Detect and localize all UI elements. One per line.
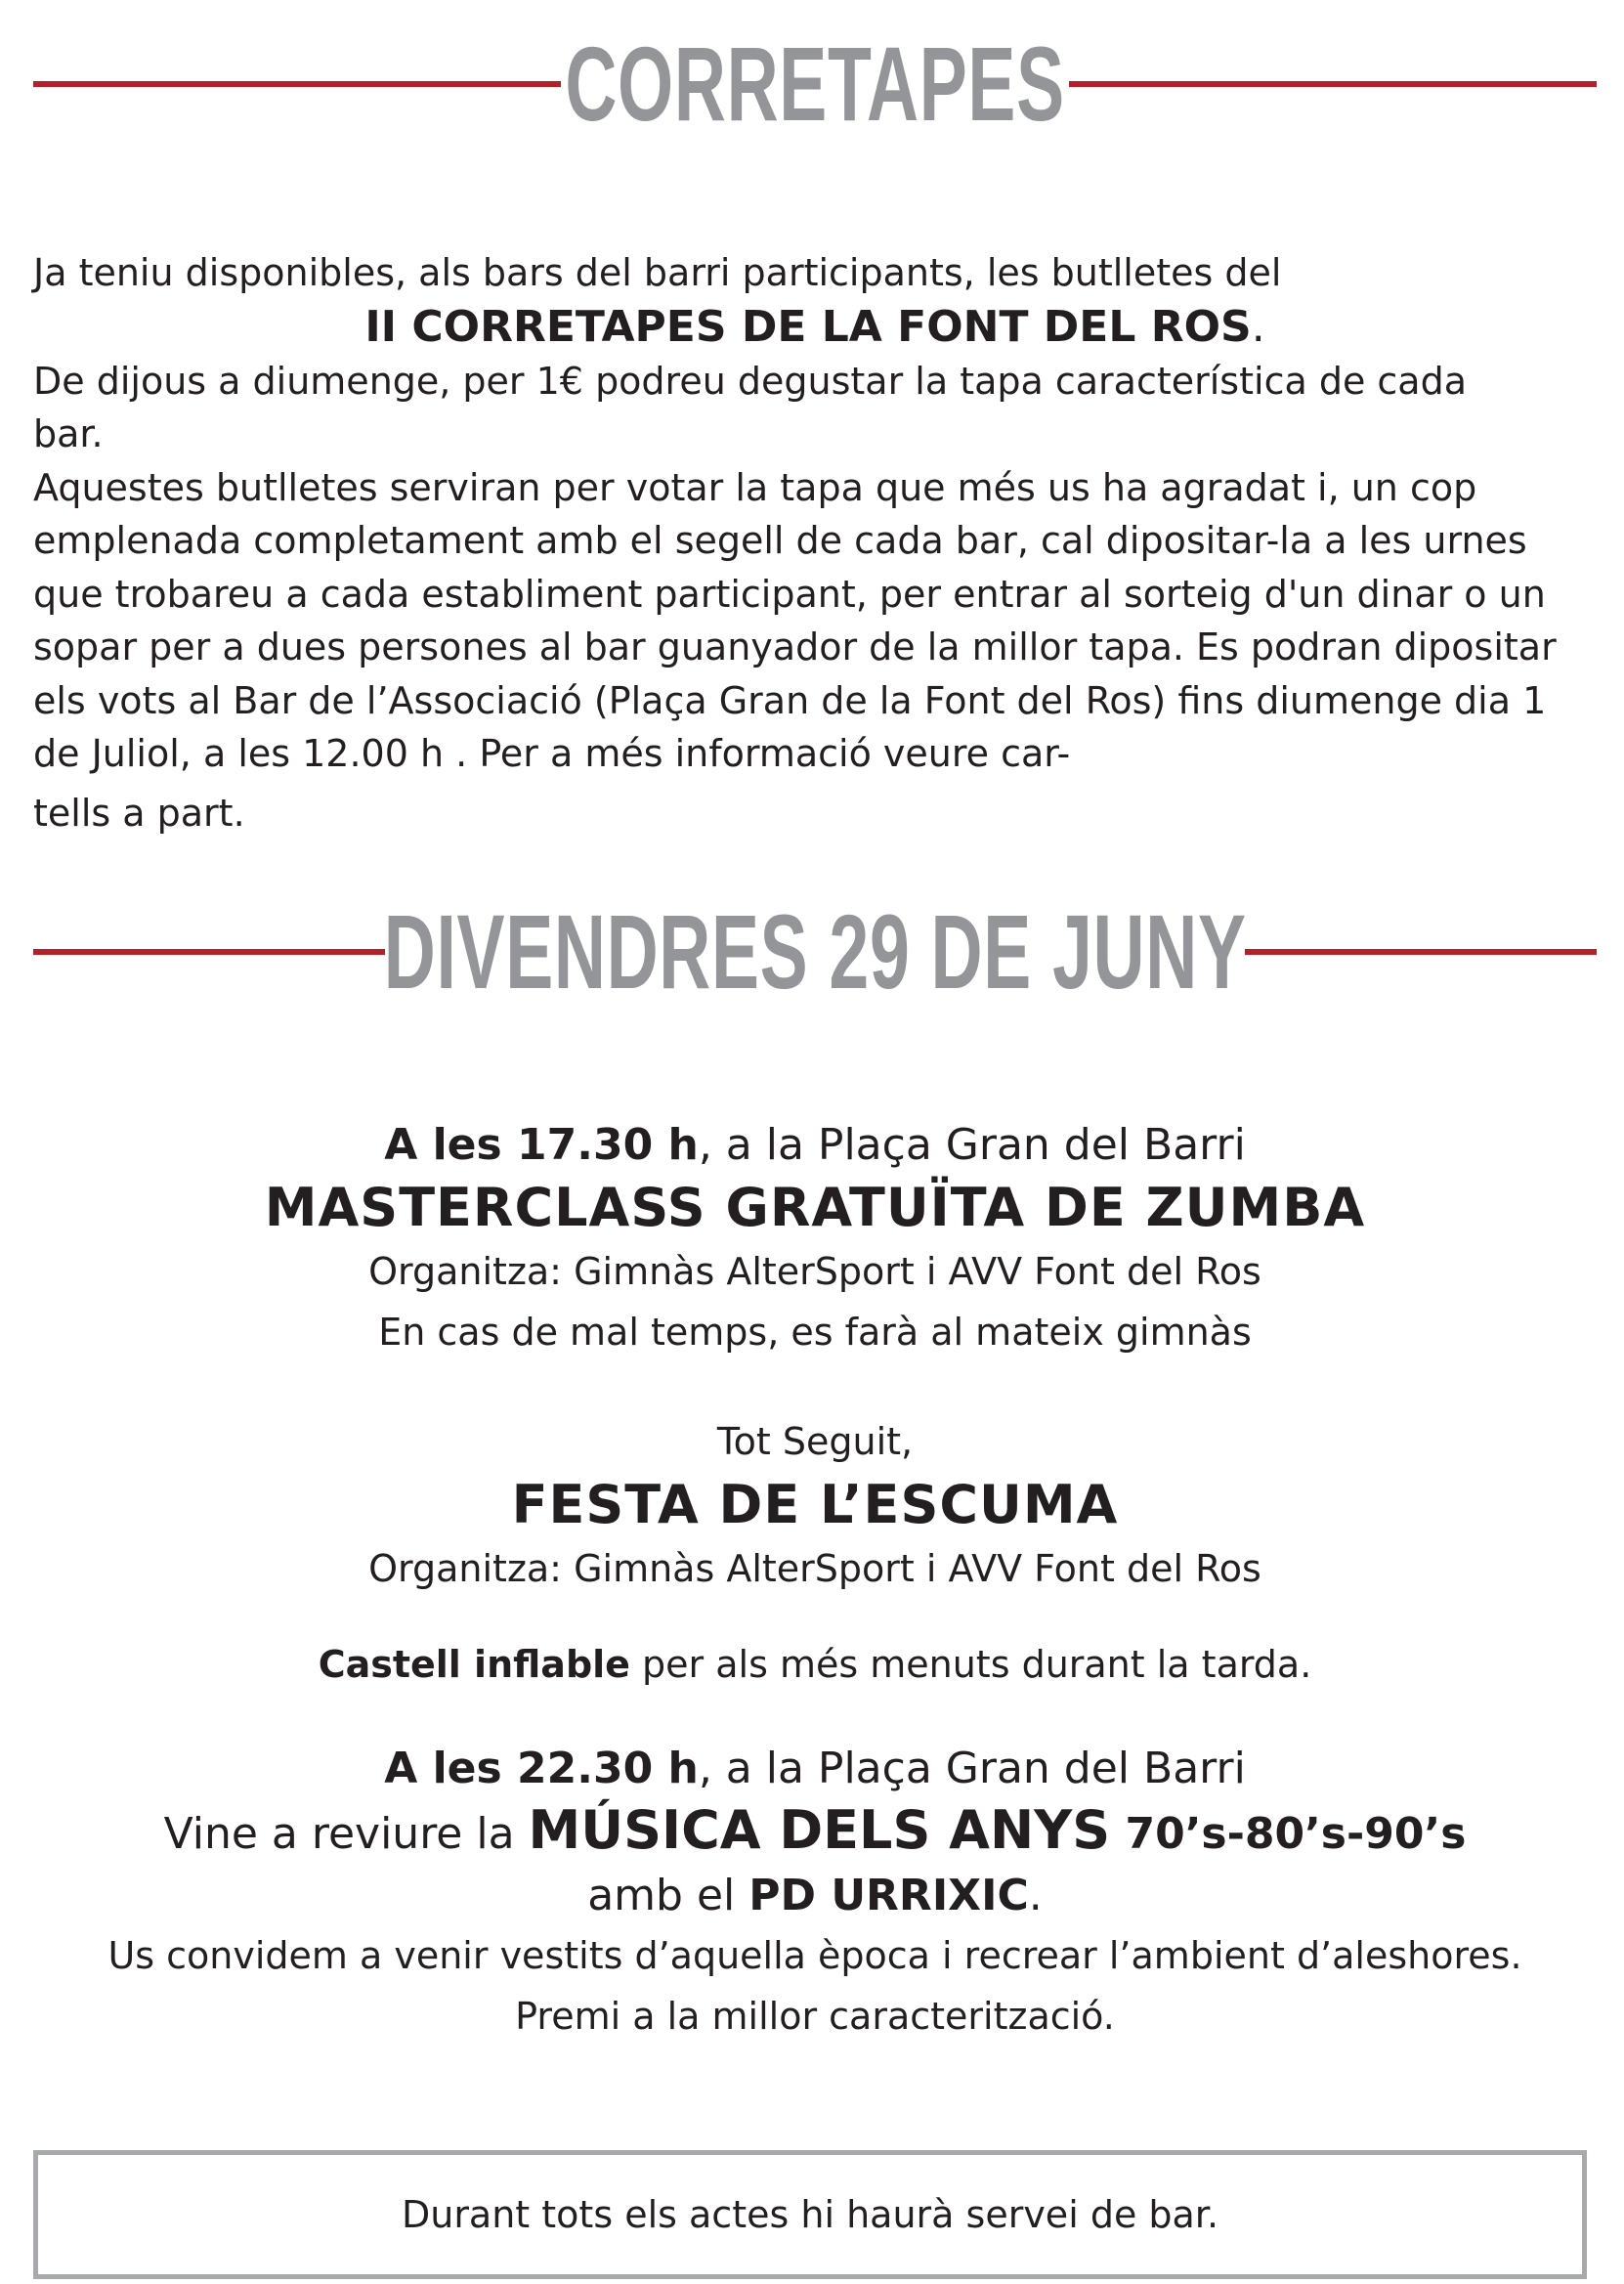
dj-line [33,1867,1597,1925]
intro-line-1: Ja teniu disponibles, als bars del barri participants, les butlletes del [33,251,1282,294]
dj-name: PD URRIXIC [748,1871,1029,1920]
event-castell [33,1634,1597,1695]
punctuation: . [1028,1871,1043,1920]
dress-note: Us convidem a venir vestits d’aquella època i recrear l’ambient d’aleshores. [107,1934,1522,1977]
event-zumba [33,1116,1597,1362]
dj-pre: amb el [587,1871,749,1920]
heading-divendres: DIVENDRES 29 DE JUNY [383,892,1247,1011]
event-castell-line [33,1634,1597,1695]
event-note: En cas de mal temps, es farà al mateix gimnàs [378,1311,1252,1354]
red-rule-right [1245,949,1597,955]
section-heading-corretapes [33,24,1597,143]
event-place: , a la Plaça Gran del Barri [698,1744,1246,1793]
event-escuma [33,1411,1597,1599]
red-rule-left [33,949,385,955]
music-pre: Vine a reviure la [163,1809,529,1859]
event-time [33,1740,1597,1798]
event-intro: Tot Seguit, [716,1420,914,1463]
section-heading-divendres [33,892,1597,1011]
intro-paragraph: Aquestes butlletes serviran per votar la tapa que més us ha agradat i, un cop emplenada completament amb el segell de cada bar, cal dipositar-la a les urnes que trobareu a cada establiment participant, per entrar al sorteig d'un dinar o un sopar per a dues persones al bar guanyador de la millor tapa. Es podran dipositar els vots al Bar de l’Associació (Plaça Gran de la Font del Ros) fins diumenge dia 1 de Juliol, a les 12.00 h . Per a més informació veure car- [33,465,1557,775]
music-line [33,1798,1597,1867]
red-rule-left [33,81,561,87]
corretapes-intro [33,246,1597,840]
intro-last-line: tells a part. [33,791,245,835]
intro-line-3a: De dijous a diumenge, per 1€ podreu degustar la tapa característica de cada [33,359,1467,403]
event-organizer: Organitza: Gimnàs AlterSport i AVV Font del Ros [368,1547,1261,1590]
prize-note: Premi a la millor caracterització. [515,1995,1115,2038]
intro-bold-title [33,300,1597,355]
event-title: MASTERCLASS GRATUÏTA DE ZUMBA [264,1177,1366,1238]
event-time-bold: A les 17.30 h [384,1120,699,1170]
music-years: 70’s-80’s-90’s [1110,1809,1467,1859]
red-rule-right [1069,81,1597,87]
castell-bold: Castell inflable [318,1643,630,1686]
event-organizer: Organitza: Gimnàs AlterSport i AVV Font del Ros [368,1250,1261,1293]
event-musica [33,1740,1597,2047]
event-time-bold: A les 22.30 h [384,1744,699,1793]
bar-service-text: Durant tots els actes hi haurà servei de bar. [401,2193,1219,2236]
corretapes-event-name: II CORRETAPES DE LA FONT DEL ROS [364,301,1252,352]
music-title: MÚSICA DELS ANYS [528,1799,1111,1861]
event-time [33,1116,1597,1175]
bar-service-box [33,2150,1587,2279]
event-title: FESTA DE L’ESCUMA [511,1474,1119,1535]
heading-corretapes: CORRETAPES [565,24,1065,143]
event-place: , a la Plaça Gran del Barri [698,1120,1246,1170]
punctuation: . [1251,301,1265,352]
intro-line-3b: bar. [33,412,104,455]
castell-rest: per als més menuts durant la tarda. [629,1643,1312,1686]
